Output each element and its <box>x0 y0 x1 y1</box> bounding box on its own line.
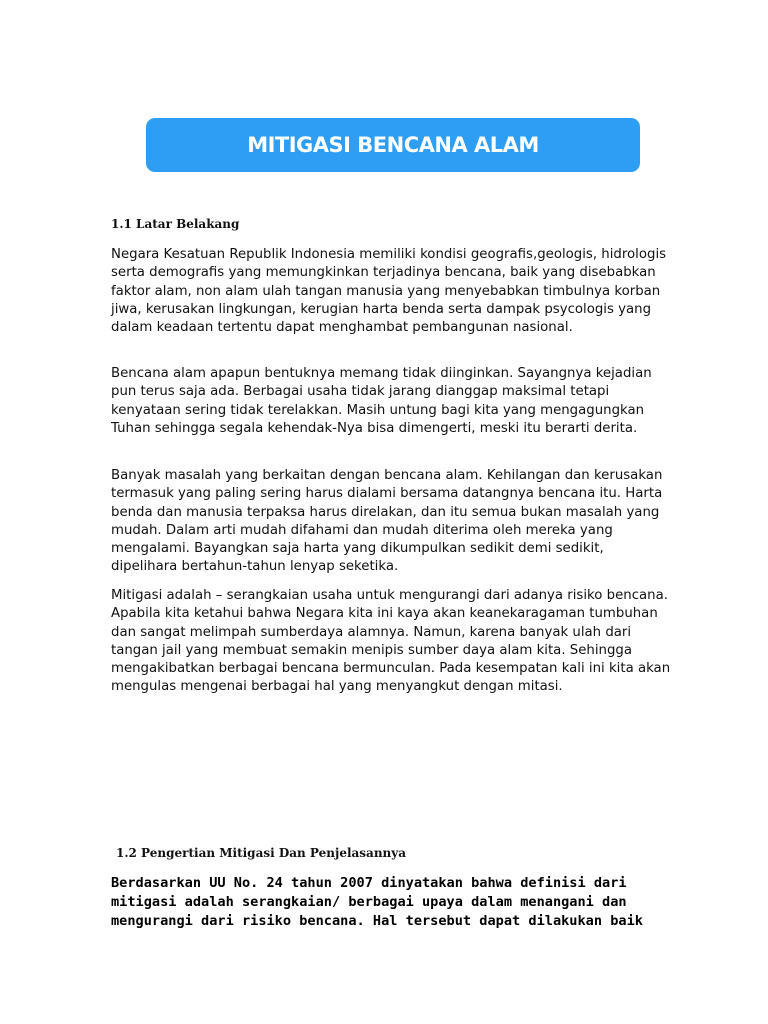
paragraph-definition: Berdasarkan UU No. 24 tahun 2007 dinyatakan bahwa definisi dari mitigasi adalah serangkaian/ berbagai upaya dalam menangani dan mengurangi dari risiko bencana. Hal tersebut dapat dilakukan baik <box>111 875 643 929</box>
section-heading-pengertian-mitigasi: 1.2 Pengertian Mitigasi Dan Penjelasannya <box>116 846 407 860</box>
title-banner <box>146 118 640 172</box>
paragraph-1: Negara Kesatuan Republik Indonesia memiliki kondisi geografis,geologis, hidrologis serta demografis yang memungkinkan terjadinya bencana, baik yang disebabkan faktor alam, non alam ulah tangan manusia yang menyebabkan timbulnya korban jiwa, kerusakan lingkungan, kerugian harta benda serta dampak psycologis yang dalam keadaan tertentu dapat menghambat pembangunan nasional. <box>111 247 667 336</box>
paragraph-4: Mitigasi adalah – serangkaian usaha untuk mengurangi dari adanya risiko bencana. Apabila kita ketahui bahwa Negara kita ini kaya akan keanekaragaman tumbuhan dan sangat melimpah sumberdaya alamnya. Namun, karena banyak ulah dari tangan jail yang membuat semakin menipis sumber daya alam kita. Sehingga mengakibatkan berbagai bencana bermunculan. Pada kesempatan kali ini kita akan mengulas mengenai berbagai hal yang menyangkut dengan mitasi. <box>111 588 671 695</box>
section-heading-latar-belakang: 1.1 Latar Belakang <box>111 217 240 231</box>
document-title: MITIGASI BENCANA ALAM <box>247 133 539 157</box>
paragraph-3: Banyak masalah yang berkaitan dengan bencana alam. Kehilangan dan kerusakan termasuk yang paling sering harus dialami bersama datangnya bencana itu. Harta benda dan manusia terpaksa harus direlakan, dan itu semua bukan masalah yang mudah. Dalam arti mudah difahami dan mudah diterima oleh mereka yang mengalami. Bayangkan saja harta yang dikumpulkan sedikit demi sedikit, dipelihara bertahun-tahun lenyap seketika. <box>111 468 663 575</box>
paragraph-2: Bencana alam apapun bentuknya memang tidak diinginkan. Sayangnya kejadian pun terus saja ada. Berbagai usaha tidak jarang dianggap maksimal tetapi kenyataan sering tidak terelakkan. Masih untung bagi kita yang mengagungkan Tuhan sehingga segala kehendak-Nya bisa dimengerti, meski itu berarti derita. <box>111 366 652 436</box>
